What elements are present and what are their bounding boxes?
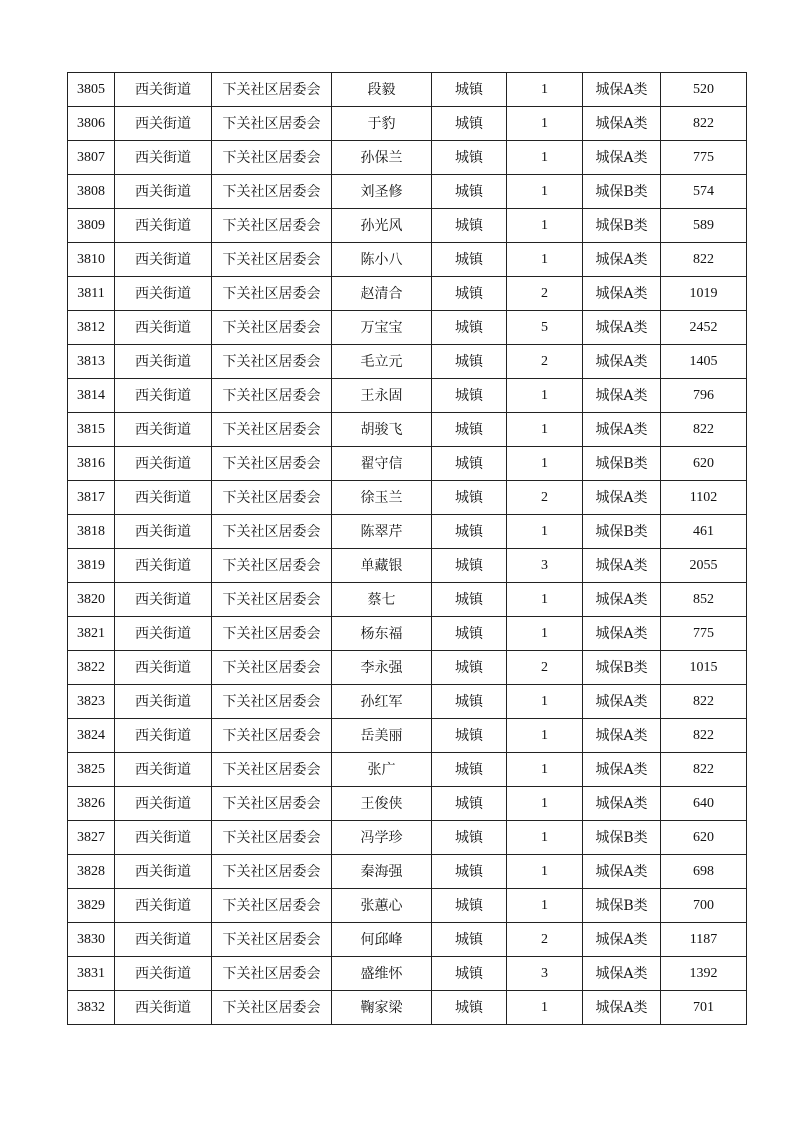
cell-area: 城镇 (432, 277, 507, 311)
cell-community: 下关社区居委会 (212, 311, 332, 345)
cell-amount: 620 (661, 821, 747, 855)
cell-category: 城保A类 (583, 685, 661, 719)
table-row (68, 889, 747, 923)
roster-body (68, 73, 747, 1025)
cell-amount: 1019 (661, 277, 747, 311)
cell-serial: 3814 (68, 379, 115, 413)
cell-serial: 3815 (68, 413, 115, 447)
cell-name: 王俊侠 (332, 787, 432, 821)
cell-serial: 3807 (68, 141, 115, 175)
cell-serial: 3827 (68, 821, 115, 855)
cell-area: 城镇 (432, 447, 507, 481)
cell-category: 城保B类 (583, 515, 661, 549)
cell-name: 张广 (332, 753, 432, 787)
cell-category: 城保A类 (583, 243, 661, 277)
cell-street: 西关街道 (115, 481, 212, 515)
cell-street: 西关街道 (115, 651, 212, 685)
cell-street: 西关街道 (115, 991, 212, 1025)
cell-community: 下关社区居委会 (212, 923, 332, 957)
cell-category: 城保B类 (583, 447, 661, 481)
table-row (68, 753, 747, 787)
cell-community: 下关社区居委会 (212, 413, 332, 447)
cell-community: 下关社区居委会 (212, 617, 332, 651)
cell-serial: 3812 (68, 311, 115, 345)
cell-street: 西关街道 (115, 957, 212, 991)
cell-area: 城镇 (432, 481, 507, 515)
cell-street: 西关街道 (115, 787, 212, 821)
cell-street: 西关街道 (115, 311, 212, 345)
cell-area: 城镇 (432, 345, 507, 379)
cell-name: 王永固 (332, 379, 432, 413)
cell-community: 下关社区居委会 (212, 753, 332, 787)
cell-name: 赵清合 (332, 277, 432, 311)
cell-community: 下关社区居委会 (212, 685, 332, 719)
cell-name: 孙保兰 (332, 141, 432, 175)
cell-serial: 3818 (68, 515, 115, 549)
cell-community: 下关社区居委会 (212, 481, 332, 515)
cell-household-count: 1 (507, 719, 583, 753)
cell-community: 下关社区居委会 (212, 787, 332, 821)
cell-serial: 3828 (68, 855, 115, 889)
cell-household-count: 1 (507, 141, 583, 175)
table-row (68, 855, 747, 889)
cell-area: 城镇 (432, 583, 507, 617)
cell-household-count: 1 (507, 515, 583, 549)
cell-name: 杨东福 (332, 617, 432, 651)
cell-category: 城保A类 (583, 141, 661, 175)
cell-amount: 822 (661, 753, 747, 787)
cell-amount: 620 (661, 447, 747, 481)
cell-street: 西关街道 (115, 175, 212, 209)
cell-name: 李永强 (332, 651, 432, 685)
cell-household-count: 5 (507, 311, 583, 345)
cell-amount: 1015 (661, 651, 747, 685)
cell-serial: 3831 (68, 957, 115, 991)
cell-category: 城保A类 (583, 345, 661, 379)
cell-amount: 822 (661, 413, 747, 447)
cell-amount: 1102 (661, 481, 747, 515)
cell-area: 城镇 (432, 753, 507, 787)
cell-community: 下关社区居委会 (212, 379, 332, 413)
cell-household-count: 1 (507, 617, 583, 651)
cell-community: 下关社区居委会 (212, 73, 332, 107)
cell-street: 西关街道 (115, 107, 212, 141)
cell-area: 城镇 (432, 107, 507, 141)
table-row (68, 345, 747, 379)
cell-name: 秦海强 (332, 855, 432, 889)
cell-name: 于豹 (332, 107, 432, 141)
table-row (68, 957, 747, 991)
cell-area: 城镇 (432, 685, 507, 719)
cell-area: 城镇 (432, 413, 507, 447)
cell-street: 西关街道 (115, 413, 212, 447)
cell-community: 下关社区居委会 (212, 855, 332, 889)
cell-area: 城镇 (432, 719, 507, 753)
cell-name: 万宝宝 (332, 311, 432, 345)
table-row (68, 73, 747, 107)
cell-category: 城保A类 (583, 719, 661, 753)
cell-category: 城保A类 (583, 855, 661, 889)
cell-household-count: 1 (507, 243, 583, 277)
cell-serial: 3824 (68, 719, 115, 753)
cell-category: 城保B类 (583, 651, 661, 685)
cell-street: 西关街道 (115, 549, 212, 583)
cell-area: 城镇 (432, 787, 507, 821)
cell-area: 城镇 (432, 515, 507, 549)
table-row (68, 277, 747, 311)
cell-amount: 822 (661, 107, 747, 141)
cell-name: 蔡七 (332, 583, 432, 617)
cell-name: 孙光风 (332, 209, 432, 243)
cell-area: 城镇 (432, 175, 507, 209)
cell-category: 城保B类 (583, 209, 661, 243)
cell-name: 胡骏飞 (332, 413, 432, 447)
table-row (68, 651, 747, 685)
cell-name: 翟守信 (332, 447, 432, 481)
table-row (68, 141, 747, 175)
cell-area: 城镇 (432, 651, 507, 685)
cell-category: 城保A类 (583, 787, 661, 821)
cell-category: 城保A类 (583, 379, 661, 413)
cell-street: 西关街道 (115, 821, 212, 855)
cell-area: 城镇 (432, 617, 507, 651)
table-row (68, 311, 747, 345)
cell-serial: 3823 (68, 685, 115, 719)
roster-table (67, 72, 747, 1025)
cell-community: 下关社区居委会 (212, 277, 332, 311)
cell-street: 西关街道 (115, 141, 212, 175)
cell-amount: 589 (661, 209, 747, 243)
cell-amount: 461 (661, 515, 747, 549)
cell-community: 下关社区居委会 (212, 243, 332, 277)
cell-community: 下关社区居委会 (212, 447, 332, 481)
cell-household-count: 3 (507, 957, 583, 991)
cell-category: 城保A类 (583, 277, 661, 311)
cell-amount: 1187 (661, 923, 747, 957)
cell-name: 冯学珍 (332, 821, 432, 855)
cell-street: 西关街道 (115, 617, 212, 651)
cell-serial: 3830 (68, 923, 115, 957)
cell-street: 西关街道 (115, 73, 212, 107)
cell-category: 城保A类 (583, 583, 661, 617)
cell-community: 下关社区居委会 (212, 549, 332, 583)
cell-street: 西关街道 (115, 753, 212, 787)
cell-street: 西关街道 (115, 379, 212, 413)
cell-category: 城保A类 (583, 753, 661, 787)
cell-area: 城镇 (432, 923, 507, 957)
cell-community: 下关社区居委会 (212, 175, 332, 209)
cell-category: 城保A类 (583, 991, 661, 1025)
cell-household-count: 1 (507, 787, 583, 821)
cell-name: 盛维怀 (332, 957, 432, 991)
cell-street: 西关街道 (115, 719, 212, 753)
roster-sheet (67, 72, 719, 1025)
cell-area: 城镇 (432, 889, 507, 923)
cell-household-count: 1 (507, 379, 583, 413)
cell-street: 西关街道 (115, 923, 212, 957)
cell-household-count: 1 (507, 175, 583, 209)
cell-name: 张蕙心 (332, 889, 432, 923)
cell-community: 下关社区居委会 (212, 651, 332, 685)
cell-category: 城保B类 (583, 889, 661, 923)
cell-area: 城镇 (432, 311, 507, 345)
table-row (68, 821, 747, 855)
cell-serial: 3810 (68, 243, 115, 277)
cell-serial: 3826 (68, 787, 115, 821)
cell-amount: 775 (661, 617, 747, 651)
cell-name: 徐玉兰 (332, 481, 432, 515)
cell-amount: 796 (661, 379, 747, 413)
cell-amount: 2452 (661, 311, 747, 345)
cell-amount: 701 (661, 991, 747, 1025)
cell-area: 城镇 (432, 821, 507, 855)
table-row (68, 447, 747, 481)
cell-serial: 3819 (68, 549, 115, 583)
cell-category: 城保A类 (583, 923, 661, 957)
cell-name: 陈翠芹 (332, 515, 432, 549)
table-row (68, 379, 747, 413)
cell-street: 西关街道 (115, 889, 212, 923)
table-row (68, 719, 747, 753)
cell-serial: 3817 (68, 481, 115, 515)
cell-area: 城镇 (432, 855, 507, 889)
cell-category: 城保A类 (583, 481, 661, 515)
cell-street: 西关街道 (115, 447, 212, 481)
cell-category: 城保A类 (583, 617, 661, 651)
cell-street: 西关街道 (115, 583, 212, 617)
cell-category: 城保A类 (583, 107, 661, 141)
table-row (68, 413, 747, 447)
cell-serial: 3832 (68, 991, 115, 1025)
cell-household-count: 1 (507, 413, 583, 447)
cell-name: 陈小八 (332, 243, 432, 277)
cell-household-count: 2 (507, 651, 583, 685)
cell-name: 孙红军 (332, 685, 432, 719)
cell-community: 下关社区居委会 (212, 345, 332, 379)
cell-household-count: 1 (507, 107, 583, 141)
table-row (68, 617, 747, 651)
cell-amount: 822 (661, 685, 747, 719)
cell-name: 段毅 (332, 73, 432, 107)
cell-serial: 3808 (68, 175, 115, 209)
cell-amount: 2055 (661, 549, 747, 583)
cell-serial: 3816 (68, 447, 115, 481)
cell-household-count: 1 (507, 753, 583, 787)
cell-amount: 640 (661, 787, 747, 821)
table-row (68, 515, 747, 549)
cell-household-count: 1 (507, 889, 583, 923)
cell-area: 城镇 (432, 549, 507, 583)
cell-community: 下关社区居委会 (212, 889, 332, 923)
cell-name: 刘圣修 (332, 175, 432, 209)
cell-household-count: 2 (507, 481, 583, 515)
cell-community: 下关社区居委会 (212, 991, 332, 1025)
cell-amount: 700 (661, 889, 747, 923)
table-row (68, 549, 747, 583)
cell-area: 城镇 (432, 209, 507, 243)
cell-household-count: 1 (507, 991, 583, 1025)
cell-street: 西关街道 (115, 345, 212, 379)
cell-household-count: 1 (507, 855, 583, 889)
cell-area: 城镇 (432, 243, 507, 277)
cell-serial: 3821 (68, 617, 115, 651)
cell-community: 下关社区居委会 (212, 209, 332, 243)
cell-amount: 698 (661, 855, 747, 889)
cell-community: 下关社区居委会 (212, 107, 332, 141)
cell-category: 城保A类 (583, 549, 661, 583)
cell-serial: 3825 (68, 753, 115, 787)
cell-area: 城镇 (432, 141, 507, 175)
cell-name: 鞠家梁 (332, 991, 432, 1025)
cell-amount: 822 (661, 243, 747, 277)
cell-serial: 3813 (68, 345, 115, 379)
cell-amount: 520 (661, 73, 747, 107)
cell-name: 单藏银 (332, 549, 432, 583)
cell-household-count: 2 (507, 277, 583, 311)
cell-category: 城保A类 (583, 413, 661, 447)
cell-amount: 822 (661, 719, 747, 753)
table-row (68, 923, 747, 957)
cell-amount: 1392 (661, 957, 747, 991)
cell-household-count: 1 (507, 685, 583, 719)
cell-community: 下关社区居委会 (212, 583, 332, 617)
cell-street: 西关街道 (115, 209, 212, 243)
table-row (68, 685, 747, 719)
cell-household-count: 1 (507, 73, 583, 107)
cell-street: 西关街道 (115, 685, 212, 719)
cell-serial: 3805 (68, 73, 115, 107)
cell-household-count: 3 (507, 549, 583, 583)
table-row (68, 175, 747, 209)
table-row (68, 209, 747, 243)
table-row (68, 991, 747, 1025)
cell-serial: 3829 (68, 889, 115, 923)
table-row (68, 787, 747, 821)
cell-category: 城保B类 (583, 821, 661, 855)
cell-household-count: 2 (507, 923, 583, 957)
cell-amount: 574 (661, 175, 747, 209)
table-row (68, 481, 747, 515)
cell-name: 岳美丽 (332, 719, 432, 753)
cell-category: 城保A类 (583, 311, 661, 345)
cell-area: 城镇 (432, 957, 507, 991)
cell-street: 西关街道 (115, 277, 212, 311)
table-row (68, 107, 747, 141)
cell-community: 下关社区居委会 (212, 141, 332, 175)
cell-community: 下关社区居委会 (212, 821, 332, 855)
cell-street: 西关街道 (115, 243, 212, 277)
cell-street: 西关街道 (115, 855, 212, 889)
table-row (68, 243, 747, 277)
cell-street: 西关街道 (115, 515, 212, 549)
cell-serial: 3822 (68, 651, 115, 685)
cell-household-count: 1 (507, 583, 583, 617)
cell-household-count: 1 (507, 209, 583, 243)
cell-serial: 3809 (68, 209, 115, 243)
cell-household-count: 1 (507, 447, 583, 481)
cell-name: 何邱峰 (332, 923, 432, 957)
cell-community: 下关社区居委会 (212, 719, 332, 753)
cell-household-count: 1 (507, 821, 583, 855)
cell-amount: 775 (661, 141, 747, 175)
cell-serial: 3806 (68, 107, 115, 141)
cell-area: 城镇 (432, 379, 507, 413)
cell-amount: 852 (661, 583, 747, 617)
cell-community: 下关社区居委会 (212, 515, 332, 549)
cell-community: 下关社区居委会 (212, 957, 332, 991)
cell-household-count: 2 (507, 345, 583, 379)
cell-amount: 1405 (661, 345, 747, 379)
cell-serial: 3820 (68, 583, 115, 617)
cell-serial: 3811 (68, 277, 115, 311)
cell-area: 城镇 (432, 73, 507, 107)
cell-category: 城保A类 (583, 957, 661, 991)
cell-category: 城保A类 (583, 73, 661, 107)
cell-name: 毛立元 (332, 345, 432, 379)
cell-category: 城保B类 (583, 175, 661, 209)
cell-area: 城镇 (432, 991, 507, 1025)
table-row (68, 583, 747, 617)
